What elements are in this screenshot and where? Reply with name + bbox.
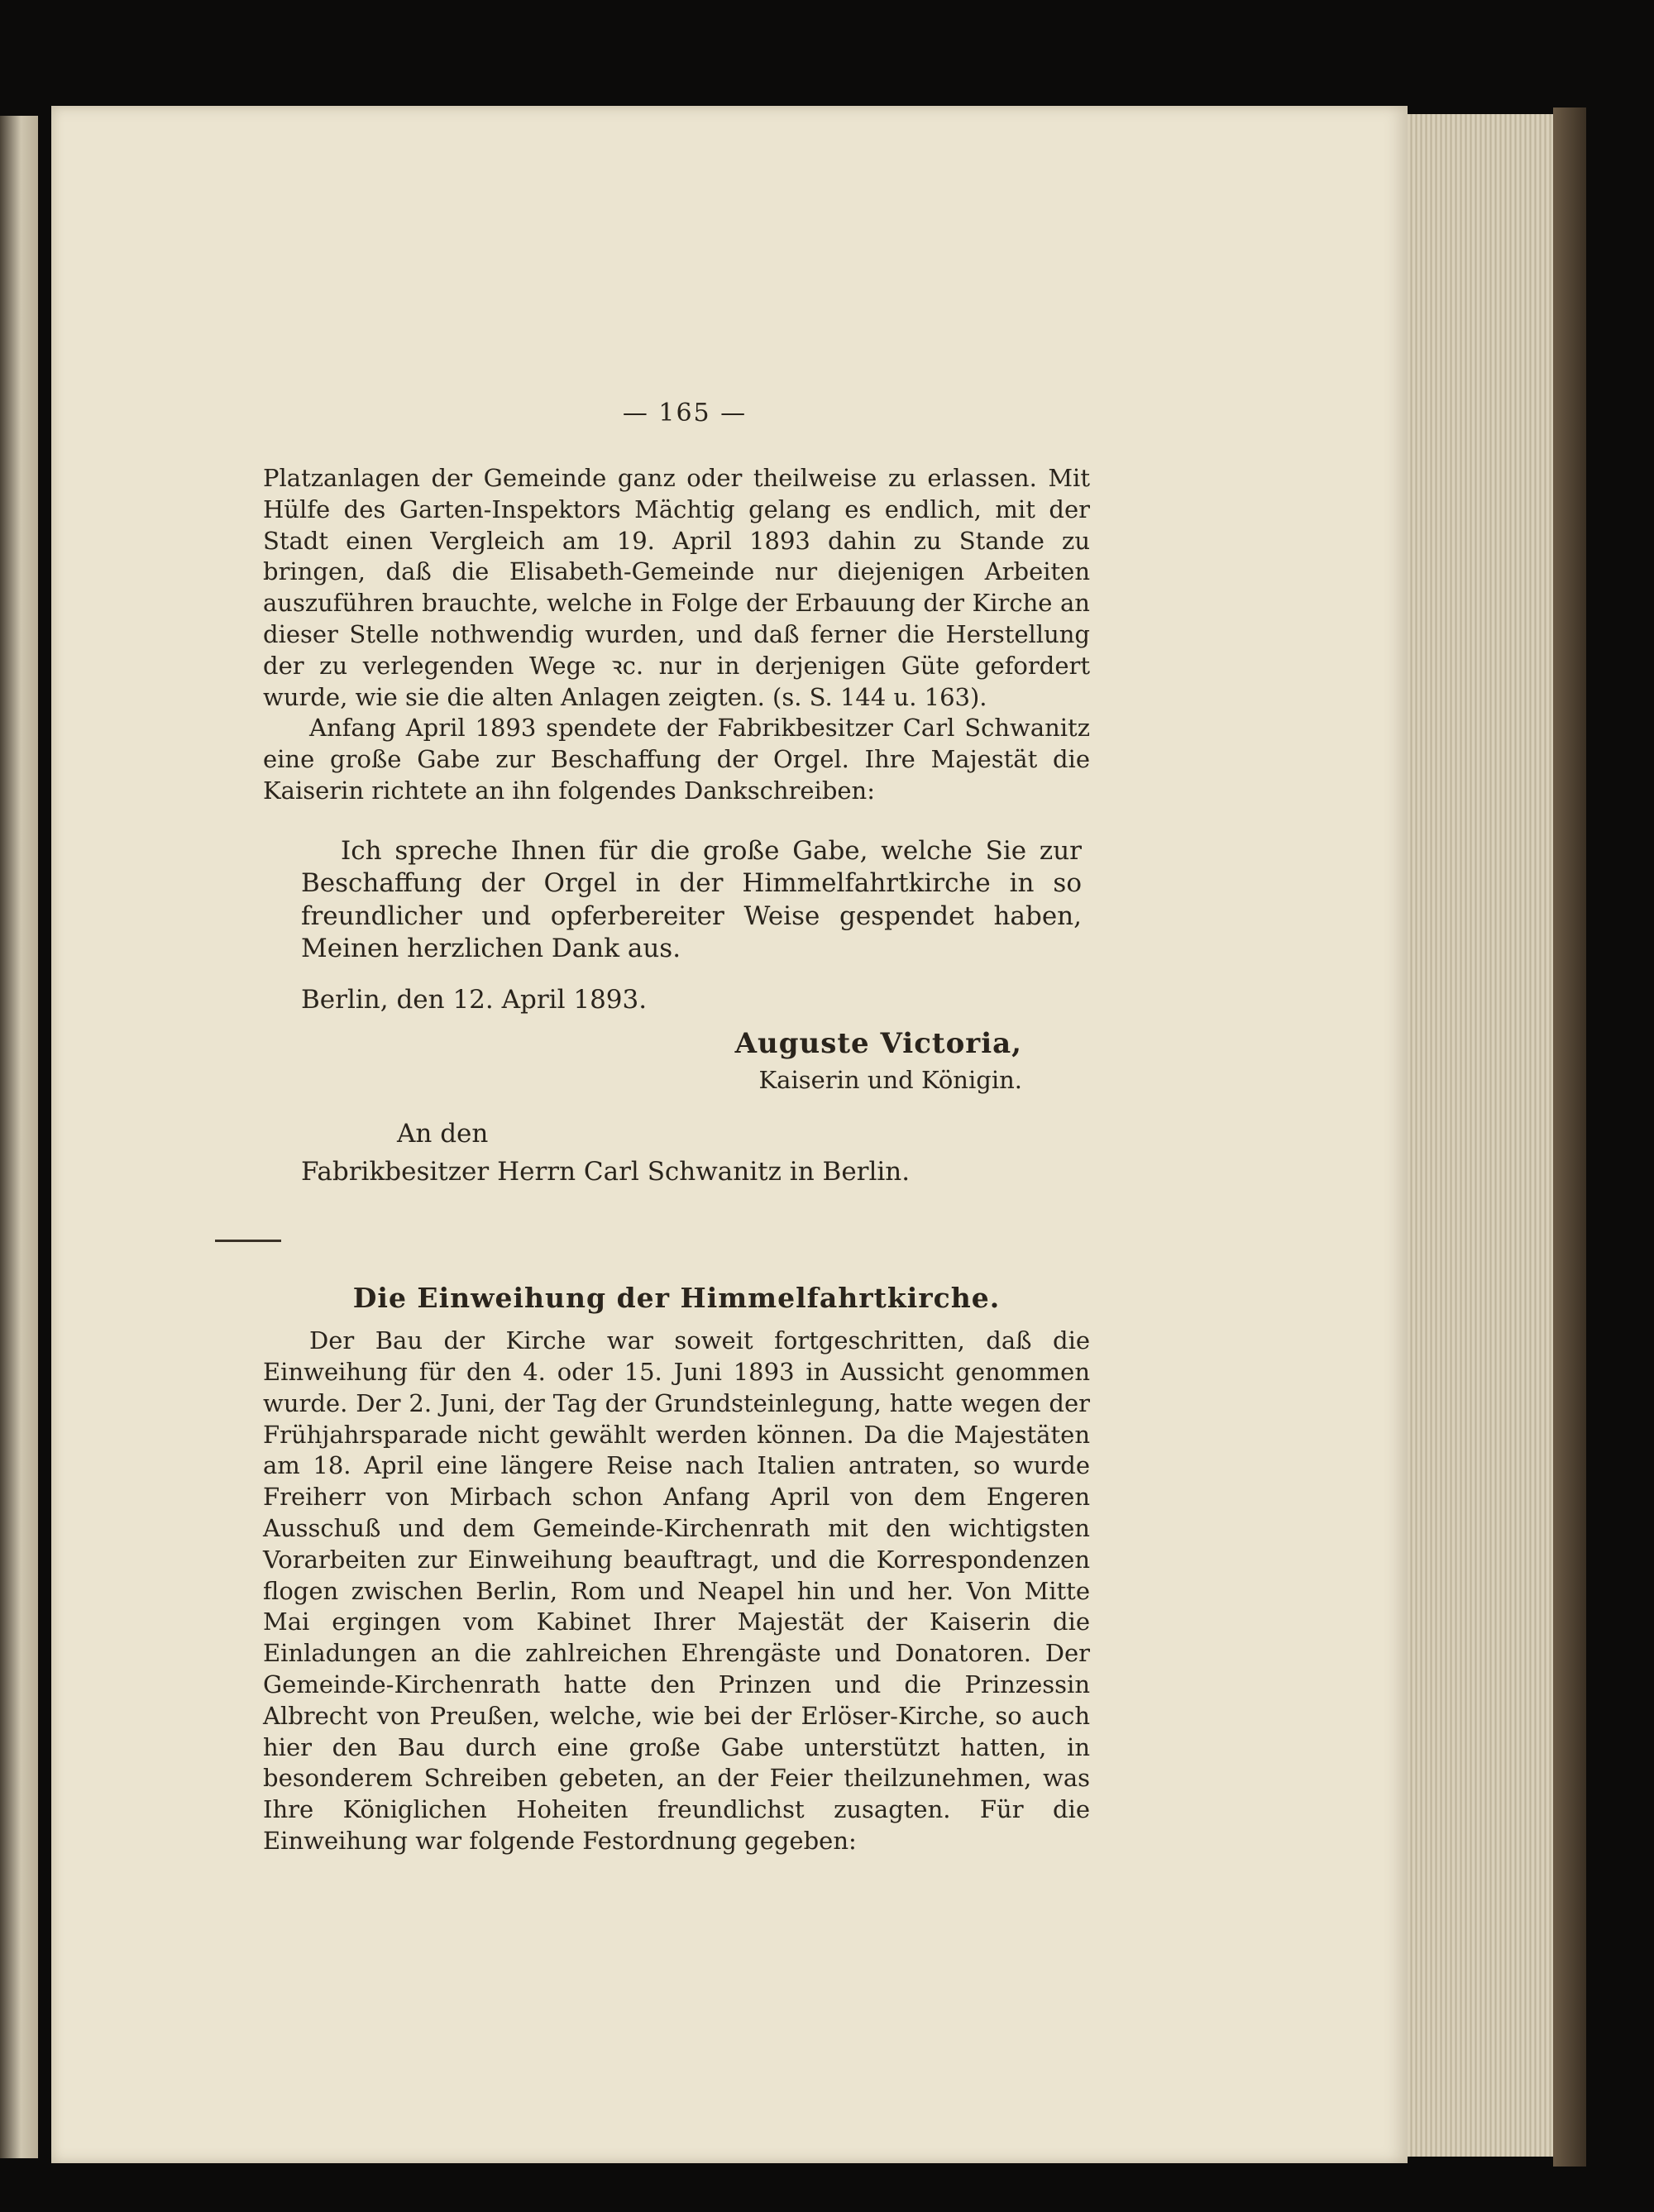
section-heading: Die Einweihung der Himmelfahrtkirche.: [352, 1282, 1001, 1315]
left-page-edge: [0, 116, 38, 2158]
paragraph: Anfang April 1893 spendete der Fabrikbesitzer Carl Schwanitz eine große Gabe zur Beschaffung der Orgel. Ihre Majestät die Kaiserin richtete an ihn folgendes Dankschreiben:: [263, 714, 1090, 805]
page-text-block: [263, 389, 1090, 1857]
page-number: — 165 —: [622, 399, 748, 428]
paragraph: Platzanlagen der Gemeinde ganz oder theilweise zu erlassen. Mit Hülfe des Garten-Inspektors Mächtig gelang es endlich, mit der Stadt einen Vergleich am 19. April 1893 dahin zu Stande zu bringen, daß die Elisabeth-Gemeinde nur diejenigen Arbeiten auszuführen brauchte, welche in Folge der Erbauung der Kirche an dieser Stelle nothwendig wurden, und daß ferner die Herstellung der zu verlegenden Wege ꝛc. nur in derjenigen Güte gefordert wurde, wie sie die alten Anlagen zeigten. (s. S. 144 u. 163).: [263, 464, 1090, 711]
letter-signature: Auguste Victoria,: [734, 1027, 1022, 1061]
letter-signature-title: Kaiserin und Königin.: [758, 1065, 1022, 1094]
paragraph: Der Bau der Kirche war soweit fortgeschritten, daß die Einweihung für den 4. oder 15. Juni 1893 in Aussicht genommen wurde. Der 2. Juni, der Tag der Grundsteinlegung, hatte wegen der Frühjahrsparade nicht gewählt werden können. Da die Majestäten am 18. April eine längere Reise nach Italien antraten, so wurde Freiherr von Mirbach schon Anfang April von dem Engeren Ausschuß und dem Gemeinde-Kirchenrath mit den wichtigsten Vorarbeiten zur Einweihung beauftragt, und die Korrespondenzen flogen zwischen Berlin, Rom und Neapel hin und her. Von Mitte Mai ergingen vom Kabinet Ihrer Majestät der Kaiserin die Einladungen an die zahlreichen Ehrengäste und Donatoren. Der Gemeinde-Kirchenrath hatte den Prinzen und die Prinzessin Albrecht von Preußen, welche, wie bei der Erlöser-Kirche, so auch hier den Bau durch eine große Gabe unterstützt hatten, in besonderem Schreiben gebeten, an der Feier theilzunehmen, was Ihre Königlichen Hoheiten freundlichst zusagten. Für die Einweihung war folgende Festordnung gegeben:: [263, 1326, 1090, 1856]
letter-address-line: An den: [397, 1119, 489, 1149]
letter-block: [263, 835, 1082, 1189]
section-divider: [215, 1240, 281, 1242]
letter-dateline: Berlin, den 12. April 1893.: [301, 984, 648, 1015]
letter-address-line: Fabrikbesitzer Herrn Carl Schwanitz in Berlin.: [301, 1156, 911, 1187]
letter-body: Ich spreche Ihnen für die große Gabe, welche Sie zur Beschaffung der Orgel in der Himmelfahrtkirche in so freundlicher und opferbereiter Weise gespendet haben, Meinen herzlichen Dank aus.: [301, 835, 1082, 964]
book-cover-edge: [1553, 107, 1586, 2167]
